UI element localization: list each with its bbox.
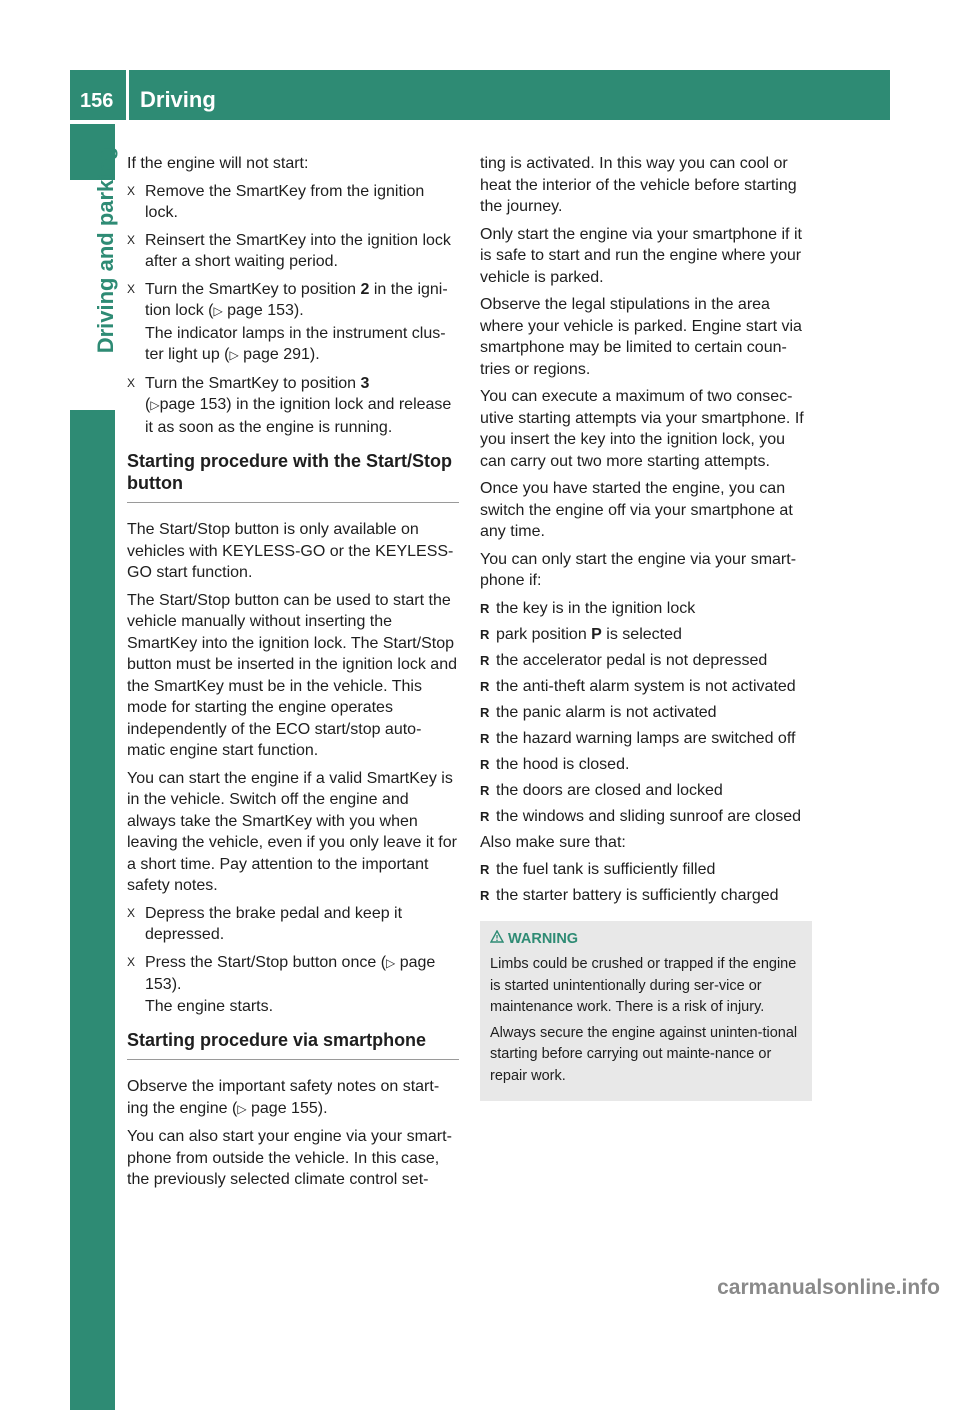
bullet-marker-icon: R [480,730,490,746]
warning-text: Limbs could be crushed or trapped if the engine is started unintentionally during ser-vice or maintenance work. There is a risk of injury. [490,956,797,1015]
header-separator [126,70,129,120]
bullet-marker-icon: R [480,678,490,694]
paragraph: Observe the legal stipulations in the area where your vehicle is parked. Engine start via smartphone may be limited to certain coun-tries or regions. [480,296,802,378]
paragraph: Only start the engine via your smartphone if it is safe to start and run the engine where your vehicle is parked. [480,225,802,286]
paragraph: Observe the important safety notes on start-ing the engine (▷ page 155). [127,1078,440,1117]
step-item: X Press the Start/Stop button once (▷ page 153). The engine starts. [127,953,436,1015]
paragraph: You can also start your engine via your smart-phone from outside the vehicle. In this case, the previously selected climate control set- [127,1128,452,1188]
bullet-marker-icon: R [480,888,490,903]
step-item: X Reinsert the SmartKey into the ignition lock after a short waiting period. [127,231,451,270]
step-marker-icon: X [127,375,136,390]
paragraph: ting is activated. In this way you can cool or heat the interior of the vehicle before starting the journey. [480,155,797,215]
bullet-marker-icon: R [480,600,490,616]
bullet-marker-icon: R [480,626,490,642]
page-ref-icon: ▷ [229,348,239,362]
warning-text: Always secure the engine against uninten-tional starting before carrying out mainte-nance or repair work. [490,1024,798,1084]
page-number: 156 [80,90,114,112]
step-item: X Depress the brake pedal and keep it depressed. [127,904,403,943]
paragraph: You can start the engine if a valid SmartKey is in the vehicle. Switch off the engine and always take the SmartKey with you when leaving the vehicle, even if you only leave it for a short time. Pay attention to the important safety notes. [127,769,457,894]
condition-item: R the anti-theft alarm system is not activated [480,676,812,698]
section-heading: Starting procedure via smartphone [127,1029,459,1060]
step-marker-icon: X [127,281,136,296]
page-reference-link[interactable]: page 291 [243,346,310,363]
step-marker-icon: X [127,183,136,198]
paragraph: Also make sure that: [480,833,626,851]
page-header [70,70,890,120]
warning-triangle-icon [490,929,504,951]
paragraph: You can only start the engine via your smart-phone if: [480,550,797,589]
bullet-marker-icon: R [480,756,490,772]
page-reference-link[interactable]: page 153 [145,953,436,993]
condition-item: R the hazard warning lamps are switched off [480,728,812,750]
bullet-marker-icon: R [480,862,490,877]
watermark: carmanualsonline.info [717,1276,940,1299]
condition-item: R the key is in the ignition lock [480,598,812,620]
condition-item: R the hood is closed. [480,754,812,776]
step-marker-icon: X [127,232,136,247]
sidebar-strip [70,410,115,1410]
page-reference-link[interactable]: page 153 [159,396,227,413]
intro-text: If the engine will not start: [127,155,309,172]
paragraph: You can execute a maximum of two consec-utive starting attempts via your smartphone. If you insert the key into the ignition lock, you can carry out two more starting attempts. [480,388,804,470]
left-column [127,153,459,1197]
section-heading: Starting procedure with the Start/Stop button [127,450,459,503]
paragraph: Once you have started the engine, you can switch the engine off via your smartphone at any time. [480,480,793,540]
condition-item: R the starter battery is sufficiently charged [480,885,812,907]
paragraph: The Start/Stop button is only available on vehicles with KEYLESS-GO or the KEYLESS-GO start function. [127,521,454,581]
condition-item: R park position P is selected [480,624,812,646]
warning-title: WARNING [508,930,579,947]
bullet-marker-icon: R [480,808,490,824]
step-marker-icon: X [127,954,136,969]
page-ref-icon: ▷ [150,398,160,412]
condition-item: R the panic alarm is not activated [480,702,812,724]
condition-item: R the fuel tank is sufficiently filled [480,859,812,881]
page-reference-link[interactable]: page 155 [251,1099,318,1117]
step-marker-icon: X [127,905,136,920]
chapter-label: Driving and parking [93,146,118,354]
right-column [480,153,812,1101]
bullet-marker-icon: R [480,652,490,668]
page-reference-link[interactable]: page 153 [227,302,294,319]
step-item: X Turn the SmartKey to position 3 (▷page 153) in the ignition lock and release it as soon as the engine is running. [127,374,452,436]
warning-box [480,921,812,1102]
condition-item: R the windows and sliding sunroof are closed [480,806,812,828]
step-item: X Turn the SmartKey to position 2 in the igni-tion lock (▷ page 153). The indicator lamps in the instrument clus-ter light up (▷ page 291). [127,280,448,363]
bullet-marker-icon: R [480,782,490,798]
bullet-marker-icon: R [480,704,490,720]
page-ref-icon: ▷ [237,1101,247,1116]
page-ref-icon: ▷ [213,304,223,318]
condition-item: R the accelerator pedal is not depressed [480,650,812,672]
section-title: Driving [140,87,216,112]
page-ref-icon: ▷ [386,955,396,970]
step-item: X Remove the SmartKey from the ignition lock. [127,182,425,221]
paragraph: The Start/Stop button can be used to start the vehicle manually without inserting the SmartKey into the ignition lock. The Start/Stop button must be inserted in the ignition lock and the SmartKey must be in the vehicle. This mode for starting the engine operates independently of the ECO start/stop auto-matic engine start function. [127,591,457,759]
condition-item: R the doors are closed and locked [480,780,812,802]
